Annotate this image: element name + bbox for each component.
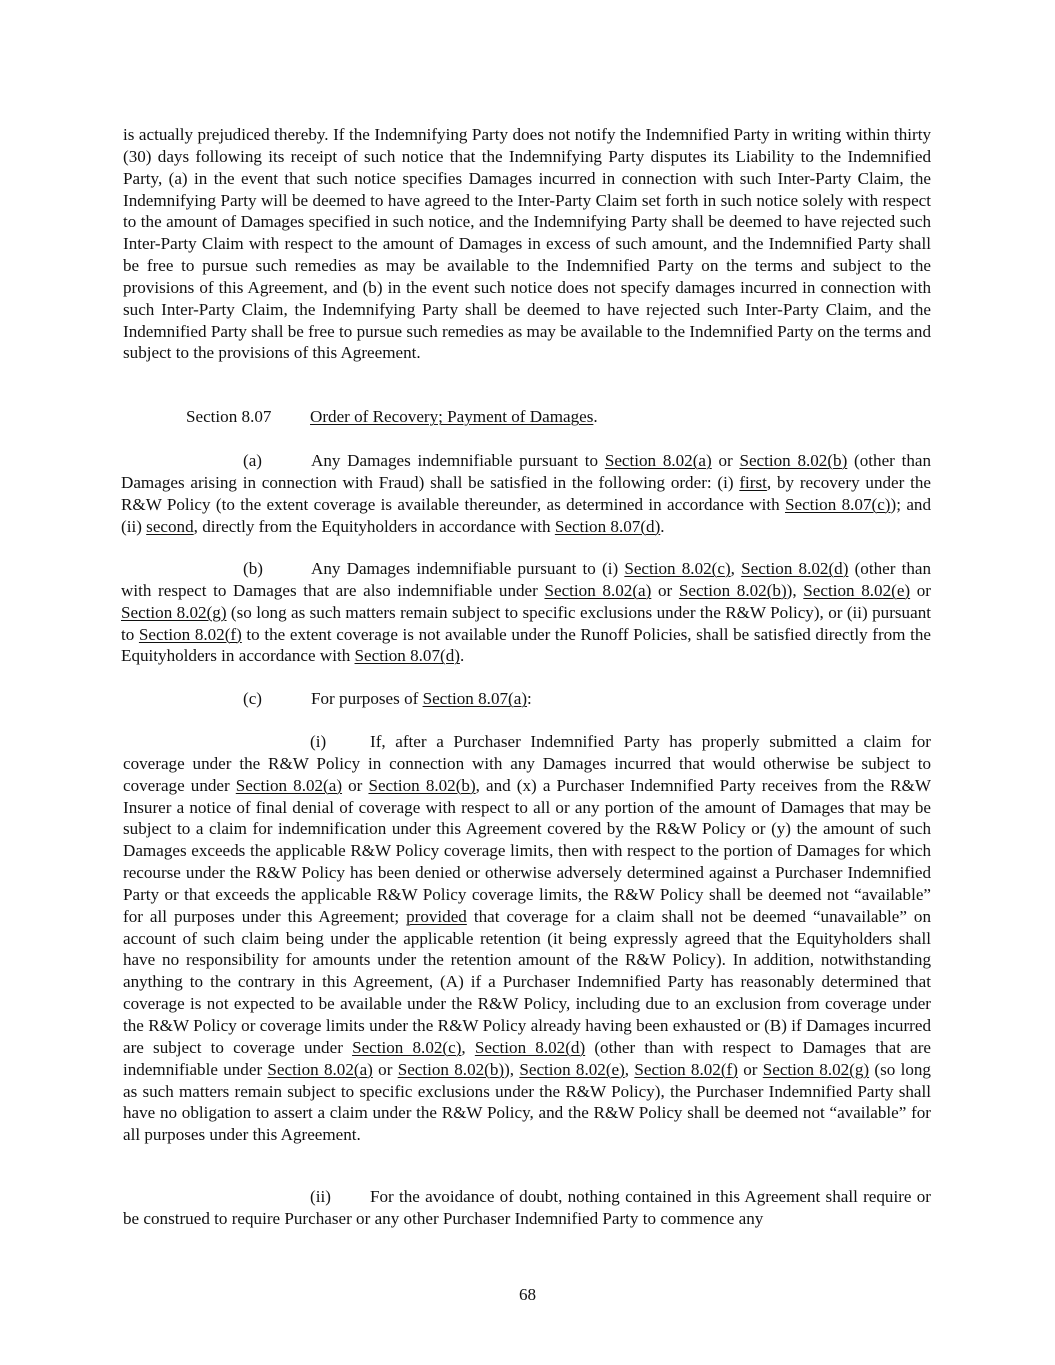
cross-reference: Section 8.02(d) bbox=[474, 1037, 586, 1057]
page-number: 68 bbox=[518, 1285, 537, 1304]
cross-reference: Section 8.02(b) bbox=[368, 775, 476, 795]
paragraph-label: (c) bbox=[243, 689, 262, 708]
cross-reference: Section 8.07(c) bbox=[784, 494, 891, 514]
cross-reference: Section 8.02(b) bbox=[739, 451, 848, 470]
paragraph-c: (c) For purposes of Section 8.07(a): bbox=[243, 689, 532, 708]
cross-reference: Section 8.02(a) bbox=[604, 451, 712, 470]
paragraph-label: (b) bbox=[243, 559, 263, 578]
paragraph-label: (ii) bbox=[310, 1187, 331, 1206]
cross-reference: Section 8.02(a) bbox=[267, 1059, 373, 1079]
section-number: Section 8.07 bbox=[186, 407, 272, 426]
paragraph-c-i: (i) If, after a Purchaser Indemnified Party has properly submitted a claim for coverage under the R&W Policy in connection with any Damages incurred that would otherwise be subject to coverage under Section 8.02(a) or Section 8.02(b), and (x) a Purchaser Indemnified Party receives from the R&W Insurer a notice of final denial of coverage with respect to all or any portion of the amount of Damages that may be subject to a claim for indemnification under this Agreement covered by the R&W Policy or (y) the amount of such Damages exceeds the applicable R&W Policy coverage limits, then with respect to the portion of Damages for which recourse under the R&W Policy has been denied or otherwise adversely determined against a Purchaser Indemnified Party or that exceeds the applicable R&W Policy coverage limits, the R&W Policy shall be deemed not “available” for all purposes under this Agreement; provided that coverage for a claim shall not be deemed “unavailable” on account of such claim being under the applicable retention (it being expressly agreed that the Equityholders shall have no responsibility for amounts under the retention amount of the R&W Policy). In addition, notwithstanding anything to the contrary in this Agreement, (A) if a Purchaser Indemnified Party has reasonably determined that coverage is not expected to be available under the R&W Policy, including due to an exclusion from coverage under the R&W Policy or coverage limits under the R&W Policy already having been exhausted or (B) if Damages incurred are subject to coverage under Section 8.02(c), Section 8.02(d) (other than with respect to Damages that are indemnifiable under Section 8.02(a) or Section 8.02(b)), Section 8.02(e), Section 8.02(f) or Section 8.02(g) (so long as such matters remain subject to specific exclusions under the R&W Policy), the Purchaser Indemnified Party shall have no obligation to assert a claim under the R&W Policy, and the R&W Policy shall be deemed not “available” for all purposes under this Agreement. bbox=[123, 732, 931, 1145]
paragraph-c-ii: (ii) For the avoidance of doubt, nothing contained in this Agreement shall require or be construed to require Purchaser or any other Purchaser Indemnified Party to commence any bbox=[123, 1187, 931, 1228]
cross-reference: Section 8.02(e) bbox=[519, 1059, 625, 1079]
cross-reference: Section 8.02(f) bbox=[634, 1059, 738, 1079]
section-title: Order of Recovery; Payment of Damages bbox=[310, 407, 594, 426]
cross-reference: Section 8.02(b) bbox=[678, 580, 787, 600]
cross-reference: Section 8.07(d) bbox=[354, 646, 460, 666]
cross-reference: Section 8.02(f) bbox=[138, 624, 242, 644]
paragraph-label: (i) bbox=[310, 732, 327, 751]
emphasis-term: first bbox=[739, 472, 767, 492]
emphasis-term: second bbox=[146, 516, 194, 536]
cross-reference: Section 8.02(g) bbox=[121, 602, 227, 622]
cross-reference: Section 8.02(c) bbox=[624, 559, 731, 578]
cross-reference: Section 8.02(b) bbox=[397, 1059, 505, 1079]
section-heading: Section 8.07 Order of Recovery; Payment of Damages. bbox=[186, 407, 598, 426]
cross-reference: Section 8.02(e) bbox=[803, 580, 911, 600]
paragraph-continued: is actually prejudiced thereby. If the Indemnifying Party does not notify the Indemnified Party in writing within thirty (30) days following its receipt of such notice that the Indemnifying Party disputes its Liability to the Indemnified Party, (a) in the event that such notice specifies Damages incurred in connection with such Inter-Party Claim, the Indemnifying Party will be deemed to have agreed to the Inter-Party Claim set forth in such notice solely with respect to the amount of Damages specified in such notice, and the Indemnifying Party shall be deemed to have rejected such Inter-Party Claim with respect to the amount of Damages in excess of such amount, and the Indemnified Party shall be free to pursue such remedies as may be available to the Indemnified Party on the terms and subject to the provisions of this Agreement, and (b) in the event such notice does not specify damages incurred in connection with such Inter-Party Claim, the Indemnifying Party shall be deemed to have rejected such Inter-Party Claim, and the Indemnified Party shall be free to pursue such remedies as may be available to the Indemnified Party on the terms and subject to the provisions of this Agreement. bbox=[123, 125, 931, 363]
paragraph-label: (a) bbox=[243, 451, 262, 470]
emphasis-term: provided bbox=[406, 906, 467, 926]
paragraph-b: (b) Any Damages indemnifiable pursuant to (i) Section 8.02(c), Section 8.02(d) (other than with respect to Damages that are also indemnifiable under Section 8.02(a) or Section 8.02(b)), Section 8.02(e) or Section 8.02(g) (so long as such matters remain subject to specific exclusions under the R&W Policy), or (ii) pursuant to Section 8.02(f) to the extent coverage is not available under the Runoff Policies, shall be satisfied directly from the Equityholders in accordance with Section 8.07(d). bbox=[121, 559, 932, 666]
cross-reference: Section 8.07(d) bbox=[554, 516, 661, 536]
paragraph-a: (a) Any Damages indemnifiable pursuant to Section 8.02(a) or Section 8.02(b) (other than Damages arising in connection with Fraud) shall be satisfied in the following order: (i) first, by recovery under the R&W Policy (to the extent coverage is available thereunder, as determined in accordance with Section 8.07(c)); and (ii) second, directly from the Equityholders in accordance with Section 8.07(d). bbox=[121, 451, 932, 536]
cross-reference: Section 8.02(a) bbox=[544, 580, 652, 600]
cross-reference: Section 8.07(a) bbox=[422, 689, 528, 708]
cross-reference: Section 8.02(a) bbox=[235, 775, 343, 795]
cross-reference: Section 8.02(c) bbox=[352, 1037, 462, 1057]
cross-reference: Section 8.02(d) bbox=[741, 559, 849, 578]
cross-reference: Section 8.02(g) bbox=[762, 1059, 870, 1079]
